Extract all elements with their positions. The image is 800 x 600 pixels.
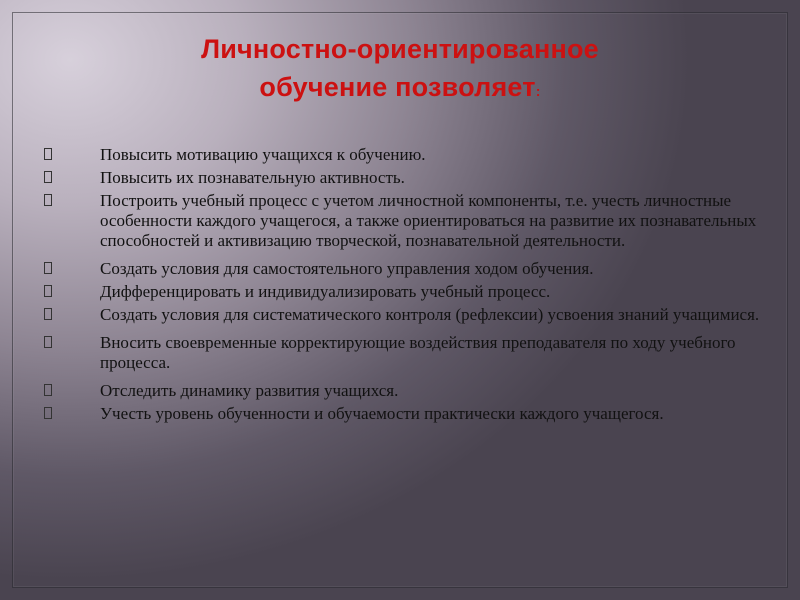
title-colon: : — [535, 83, 541, 99]
list-item-text: Учесть уровень обученности и обучаемости практически каждого учащегося. — [100, 404, 664, 423]
list-item-text: Вносить своевременные корректирующие воздействия преподавателя по ходу учебного процесса. — [100, 333, 736, 372]
list-item-text: Повысить мотивацию учащихся к обучению. — [100, 145, 426, 164]
list-item — [44, 282, 764, 302]
list-item — [44, 305, 764, 325]
list-item-text: Дифференцировать и индивидуализировать учебный процесс. — [100, 282, 551, 301]
square-bullet-icon — [44, 384, 52, 396]
list-item-text: Построить учебный процесс с учетом личностной компоненты, т.е. учесть личностные особенности каждого учащегося, а также ориентироваться на развитие их познавательных способностей и активизацию творческой, познавательной деятельности. — [100, 191, 757, 250]
title-line-2-text: обучение позволяет — [259, 72, 536, 102]
list-item — [44, 168, 764, 188]
square-bullet-icon — [44, 262, 52, 274]
list-item-text: Создать условия для самостоятельного управления ходом обучения. — [100, 259, 594, 278]
square-bullet-icon — [44, 285, 52, 297]
square-bullet-icon — [44, 171, 52, 183]
title-line-2 — [60, 68, 740, 110]
list-item — [44, 333, 764, 373]
list-item — [44, 191, 764, 251]
list-item-text: Отследить динамику развития учащихся. — [100, 381, 399, 400]
square-bullet-icon — [44, 336, 52, 348]
bullet-list — [44, 145, 764, 427]
square-bullet-icon — [44, 148, 52, 160]
list-item-text: Повысить их познавательную активность. — [100, 168, 405, 187]
list-item — [44, 404, 764, 424]
square-bullet-icon — [44, 194, 52, 206]
square-bullet-icon — [44, 407, 52, 419]
title-line-1: Личностно-ориентированное — [201, 34, 599, 64]
list-item-text: Создать условия для систематического контроля (рефлексии) усвоения знаний учащимися. — [100, 305, 760, 324]
slide-title — [60, 30, 740, 110]
list-item — [44, 145, 764, 165]
list-item — [44, 381, 764, 401]
square-bullet-icon — [44, 308, 52, 320]
list-item — [44, 259, 764, 279]
